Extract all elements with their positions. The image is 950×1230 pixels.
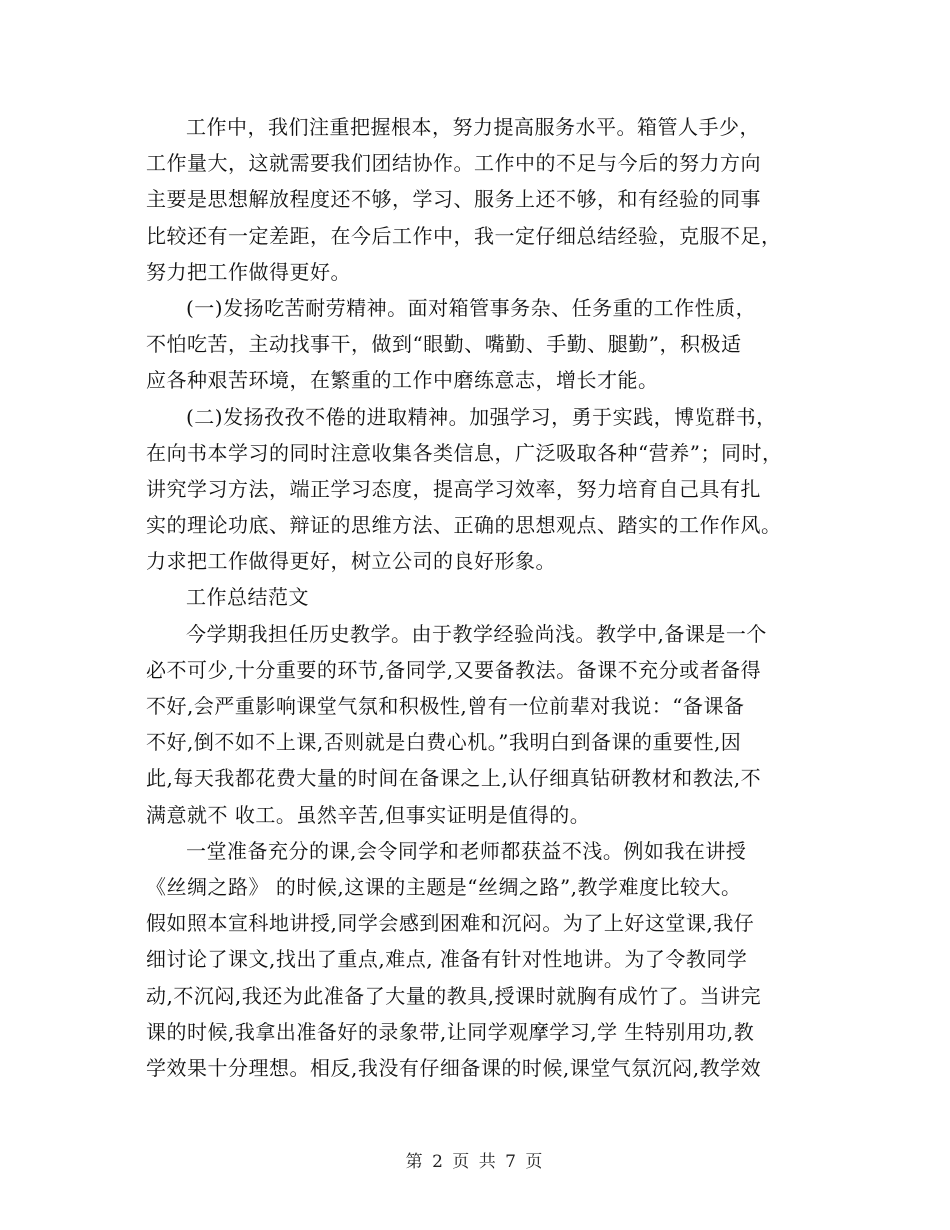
text-line: 细讨论了课文,找出了重点,难点, 准备有针对性地讲。为了令教同学 [146,947,748,972]
text-line: (二)发扬孜孜不倦的进取精神。加强学习，勇于实践，博览群书， [186,404,777,429]
text-line: 讲究学习方法，端正学习态度，提高学习效率，努力培育自己具有扎 [146,476,761,501]
text-line: 比较还有一定差距，在今后工作中，我一定仔细总结经验，克服不足， [146,223,782,248]
text-line: 必不可少,十分重要的环节,备同学,又要备教法。备课不充分或者备得 [146,657,762,682]
text-line: 应各种艰苦环境，在繁重的工作中磨练意志，增长才能。 [146,368,659,393]
text-line: 实的理论功底、辩证的思维方法、正确的思想观点、踏实的工作作风。 [146,513,782,538]
text-line: 今学期我担任历史教学。由于教学经验尚浅。教学中,备课是一个 [186,621,767,646]
text-line: 工作中，我们注重把握根本，努力提高服务水平。箱管人手少， [186,115,760,139]
text-line: (一)发扬吃苦耐劳精神。面对箱管事务杂、任务重的工作性质， [186,295,757,320]
text-line: 课的时候,我拿出准备好的录象带,让同学观摩学习,学 生特别用功,教 [146,1019,755,1044]
section-heading: 工作总结范文 [186,585,309,610]
text-line: 工作量大，这就需要我们团结协作。工作中的不足与今后的努力方向 [146,151,761,176]
text-line: 主要是思想解放程度还不够，学习、服务上还不够，和有经验的同事 [146,187,761,212]
text-line: 不好,倒不如不上课,否则就是白费心机。”我明白到备课的重要性,因 [146,730,742,755]
text-line: 努力把工作做得更好。 [146,259,351,284]
text-line: 在向书本学习的同时注意收集各类信息，广泛吸取各种“营养”；同时， [146,440,783,465]
text-line: 学效果十分理想。相反,我没有仔细备课的时候,课堂气氛沉闷,教学效 [146,1055,762,1080]
document-body [146,109,816,1086]
text-line: 一堂准备充分的课,会令同学和老师都获益不浅。例如我在讲授 [186,838,747,863]
text-line: 满意就不 收工。虽然辛苦,但事实证明是值得的。 [146,802,591,827]
text-line: 动,不沉闷,我还为此准备了大量的教具,授课时就胸有成竹了。当讲完 [146,983,762,1008]
text-line: 不好,会严重影响课堂气氛和积极性,曾有一位前辈对我说：“备课备 [146,694,745,718]
page-number-footer: 第 2 页 共 7 页 [405,1152,545,1172]
text-line: 不怕吃苦，主动找事干，做到“眼勤、嘴勤、手勤、腿勤”，积极适 [146,332,742,357]
text-line: 力求把工作做得更好，树立公司的良好形象。 [146,549,556,574]
text-line: 假如照本宣科地讲授,同学会感到困难和沉闷。为了上好这堂课,我仔 [146,911,755,936]
text-line: 《丝绸之路》 的时候,这课的主题是“丝绸之路”,教学难度比较大。 [146,874,742,899]
text-line: 此,每天我都花费大量的时间在备课之上,认仔细真钻研教材和教法,不 [146,766,762,791]
